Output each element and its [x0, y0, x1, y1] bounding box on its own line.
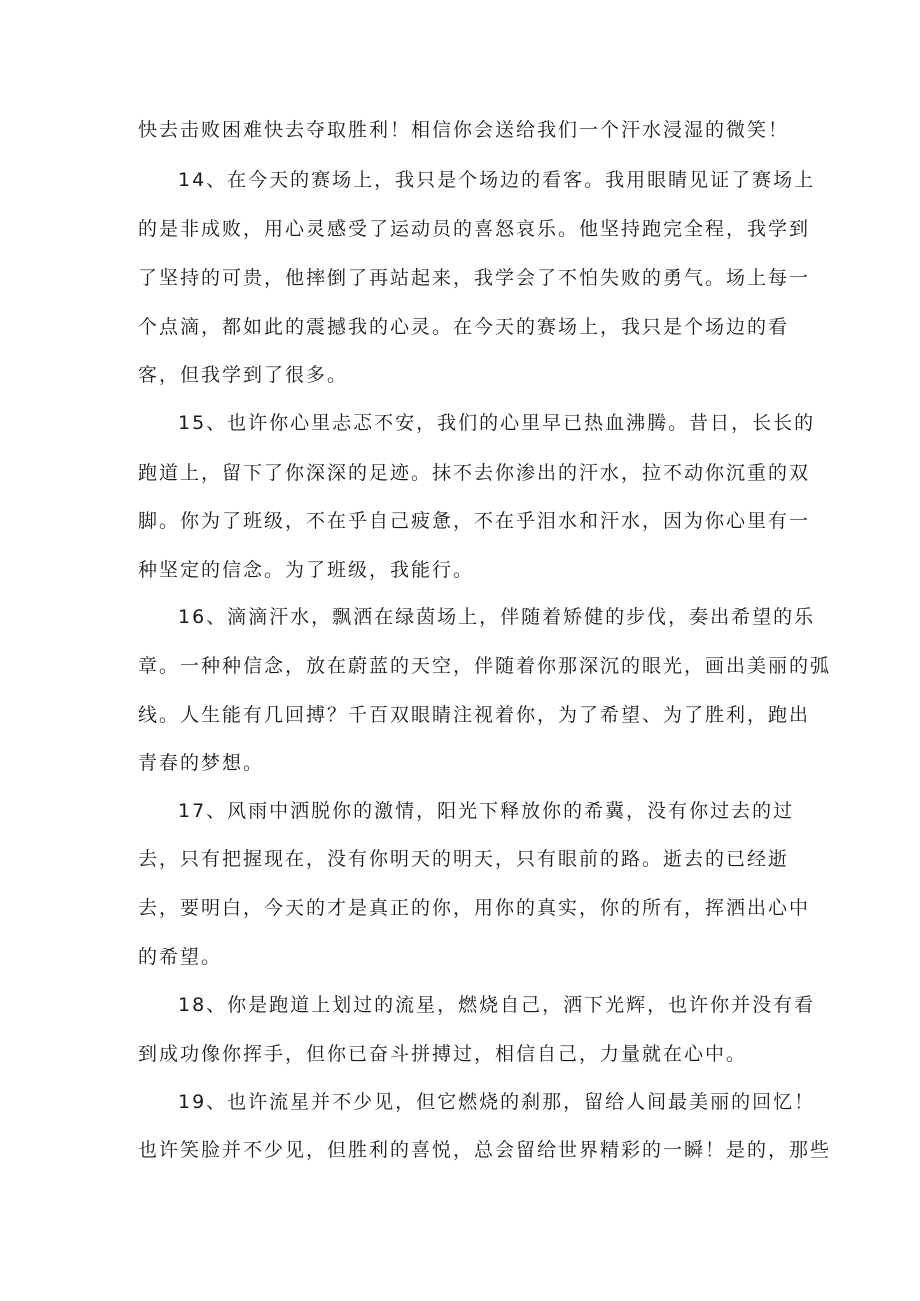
text-line: 的希望。 [138, 946, 223, 968]
text-line: 脚。你为了班级，不在乎自己疲惫，不在乎泪水和汗水，因为你心里有一 [138, 510, 811, 532]
text-line: 18、你是跑道上划过的流星，燃烧自己，洒下光辉，也许你并没有看 [178, 994, 816, 1016]
text-line: 章。一种种信念，放在蔚蓝的天空，伴随着你那深沉的眼光，画出美丽的弧 [138, 655, 832, 677]
text-line: 也许笑脸并不少见，但胜利的喜悦，总会留给世界精彩的一瞬！是的，那些 [138, 1139, 832, 1161]
text-line: 14、在今天的赛场上，我只是个场边的看客。我用眼睛见证了赛场上 [178, 169, 816, 191]
text-line: 去，要明白，今天的才是真正的你，用你的真实，你的所有，挥洒出心中 [138, 897, 811, 919]
text-line: 客，但我学到了很多。 [138, 364, 349, 386]
text-line: 种坚定的信念。为了班级，我能行。 [138, 559, 475, 581]
text-line: 19、也许流星并不少见，但它燃烧的刹那，留给人间最美丽的回忆！ [178, 1091, 816, 1113]
text-line: 跑道上，留下了你深深的足迹。抹不去你渗出的汗水，拉不动你沉重的双 [138, 462, 811, 484]
text-line: 快去击败困难快去夺取胜利！相信你会送给我们一个汗水浸湿的微笑！ [138, 119, 790, 141]
text-line: 到成功像你挥手，但你已奋斗拼搏过，相信自己，力量就在心中。 [138, 1043, 748, 1065]
text-line: 16、滴滴汗水，飘洒在绿茵场上，伴随着矫健的步伐，奏出希望的乐 [178, 606, 816, 628]
text-line: 青春的梦想。 [138, 752, 265, 774]
text-line: 17、风雨中洒脱你的激情，阳光下释放你的希冀，没有你过去的过 [178, 800, 795, 822]
text-line: 了坚持的可贵，他摔倒了再站起来，我学会了不怕失败的勇气。场上每一 [138, 267, 811, 289]
text-line: 个点滴，都如此的震撼我的心灵。在今天的赛场上，我只是个场边的看 [138, 316, 790, 338]
text-line: 去，只有把握现在，没有你明天的明天，只有眼前的路。逝去的已经逝 [138, 848, 790, 870]
text-line: 的是非成败，用心灵感受了运动员的喜怒哀乐。他坚持跑完全程，我学到 [138, 218, 811, 240]
text-line: 线。人生能有几回搏？千百双眼睛注视着你，为了希望、为了胜利，跑出 [138, 704, 811, 726]
text-line: 15、也许你心里忐忑不安，我们的心里早已热血沸腾。昔日，长长的 [178, 412, 816, 434]
